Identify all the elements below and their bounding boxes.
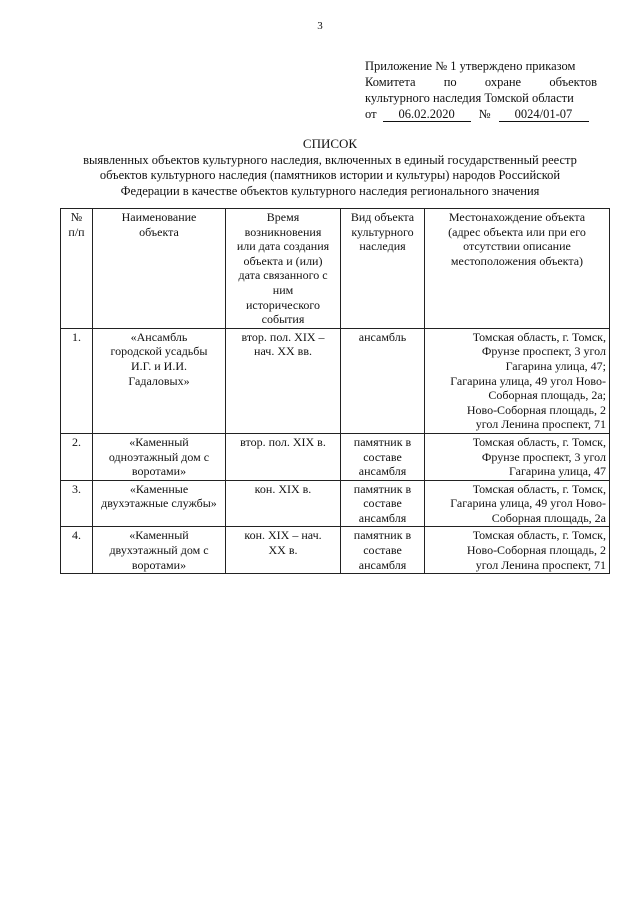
- cell-num: 1.: [61, 328, 93, 433]
- table-row: [61, 527, 610, 574]
- cell-line: Ново-Соборная площадь, 2: [466, 543, 606, 558]
- title-heading: СПИСОК: [302, 136, 358, 151]
- cell-line: Гагарина улица, 47;: [505, 358, 606, 373]
- header-name: [93, 209, 226, 329]
- title-line: Федерации в качестве объектов культурного наследия регионального значения: [120, 183, 540, 198]
- header-line: культурного: [351, 224, 414, 239]
- approval-line-3: культурного наследия Томской области: [365, 91, 574, 105]
- cell-line: Соборная площадь, 2а;: [488, 388, 606, 403]
- header-line: наследия: [359, 239, 406, 254]
- title-line: выявленных объектов культурного наследия, включенных в единый государственный реестр: [83, 152, 577, 167]
- cell-num: 3.: [61, 480, 93, 527]
- cell-line: составе: [363, 496, 402, 511]
- cell-line: составе: [363, 449, 402, 464]
- cell-location: [425, 480, 610, 527]
- heritage-table: [60, 208, 610, 574]
- cell-name: [93, 480, 226, 527]
- cell-line: нач. XX вв.: [254, 344, 312, 359]
- cell-line: XX в.: [268, 543, 298, 558]
- cell-line: Томская область, г. Томск,: [472, 434, 606, 449]
- table-row: [61, 433, 610, 480]
- header-line: объекта: [139, 224, 179, 239]
- cell-line: памятник в: [353, 434, 412, 449]
- cell-line: «Каменный: [129, 528, 189, 543]
- cell-line: Гагарина улица, 49 угол Ново-: [450, 373, 606, 388]
- cell-line: кон. XIX в.: [254, 481, 312, 496]
- cell-type: [341, 527, 425, 574]
- header-location: [425, 209, 610, 329]
- header-line: ним: [272, 282, 294, 297]
- cell-location: [425, 527, 610, 574]
- cell-line: Томская область, г. Томск,: [472, 481, 606, 496]
- cell-line: Томская область, г. Томск,: [472, 329, 606, 344]
- header-line: дата связанного с: [238, 268, 328, 283]
- cell-name: [93, 527, 226, 574]
- header-line: Наименование: [121, 210, 197, 224]
- number-sign: №: [478, 107, 491, 121]
- cell-line: воротами»: [131, 464, 187, 479]
- cell-type: [341, 328, 425, 433]
- header-type: [341, 209, 425, 329]
- header-line: п/п: [68, 224, 85, 239]
- order-date: 06.02.2020: [383, 107, 471, 122]
- cell-line: ансамбль: [358, 329, 407, 344]
- cell-line: двухэтажный дом с: [109, 543, 209, 558]
- cell-line: «Ансамбль: [130, 329, 188, 344]
- cell-type: [341, 433, 425, 480]
- title-line: объектов культурного наследия (памятников истории и культуры) народов Российской: [99, 168, 561, 182]
- cell-line: угол Ленина проспект, 71: [475, 557, 606, 572]
- header-line: №: [70, 210, 83, 224]
- cell-line: И.Г. и И.И.: [130, 358, 187, 373]
- cell-time: [226, 433, 341, 480]
- cell-line: памятник в: [353, 528, 412, 543]
- header-line: местоположения объекта): [450, 253, 584, 268]
- cell-line: Фрунзе проспект, 3 угол: [481, 344, 606, 359]
- cell-line: втор. пол. XIX в.: [240, 434, 326, 449]
- cell-location: [425, 328, 610, 433]
- header-line: или дата создания: [236, 239, 330, 254]
- cell-line: Ново-Соборная площадь, 2: [466, 402, 606, 417]
- header-line: (адрес объекта или при его: [448, 224, 586, 239]
- cell-line: памятник в: [353, 481, 412, 496]
- cell-location: [425, 433, 610, 480]
- cell-line: двухэтажные службы»: [101, 496, 217, 511]
- order-number: 0024/01-07: [499, 107, 589, 122]
- approval-order-row: [365, 106, 597, 122]
- cell-line: втор. пол. XIX –: [241, 329, 325, 344]
- cell-line: ансамбля: [358, 464, 407, 479]
- cell-time: [226, 480, 341, 527]
- cell-time: [226, 328, 341, 433]
- from-label: от: [365, 107, 377, 121]
- cell-line: Томская область, г. Томск,: [472, 528, 606, 543]
- table-row: [61, 328, 610, 433]
- cell-line: одноэтажный дом с: [108, 449, 210, 464]
- approval-word: охране: [484, 75, 522, 89]
- document-title: [60, 136, 600, 199]
- cell-line: «Каменный: [129, 434, 189, 449]
- cell-line: воротами»: [131, 557, 187, 572]
- approval-word: Комитета: [365, 75, 416, 89]
- cell-line: кон. XIX – нач.: [244, 528, 322, 543]
- cell-line: Гадаловых»: [128, 373, 190, 388]
- table-row: [61, 480, 610, 527]
- header-line: отсутствии описание: [463, 239, 571, 254]
- header-line: Местонахождение объекта: [448, 210, 586, 224]
- cell-line: Соборная площадь, 2а: [491, 510, 606, 525]
- cell-line: угол Ленина проспект, 71: [475, 417, 606, 432]
- approval-word: объектов: [549, 75, 597, 89]
- cell-line: городской усадьбы: [110, 344, 208, 359]
- header-time: [226, 209, 341, 329]
- cell-name: [93, 433, 226, 480]
- approval-line-1: Приложение № 1 утверждено приказом: [365, 59, 576, 73]
- cell-line: «Каменные: [129, 481, 189, 496]
- page-number: 3: [317, 20, 323, 32]
- header-line: события: [261, 312, 305, 327]
- cell-num: 2.: [61, 433, 93, 480]
- header-line: возникновения: [244, 224, 322, 239]
- cell-line: Гагарина улица, 49 угол Ново-: [450, 496, 606, 511]
- cell-line: Фрунзе проспект, 3 угол: [481, 449, 606, 464]
- cell-name: [93, 328, 226, 433]
- cell-type: [341, 480, 425, 527]
- cell-line: ансамбля: [358, 557, 407, 572]
- table-header-row: [61, 209, 610, 329]
- cell-time: [226, 527, 341, 574]
- header-num: [61, 209, 93, 329]
- header-line: исторического: [245, 297, 321, 312]
- header-line: Время: [266, 210, 300, 224]
- cell-num: 4.: [61, 527, 93, 574]
- cell-line: составе: [363, 543, 402, 558]
- cell-line: Гагарина улица, 47: [508, 464, 606, 479]
- header-line: Вид объекта: [350, 210, 415, 224]
- approval-word: по: [443, 75, 457, 89]
- approval-block: [365, 58, 597, 122]
- approval-line-2: [365, 74, 597, 90]
- cell-line: ансамбля: [358, 510, 407, 525]
- header-line: объекта и (или): [243, 253, 323, 268]
